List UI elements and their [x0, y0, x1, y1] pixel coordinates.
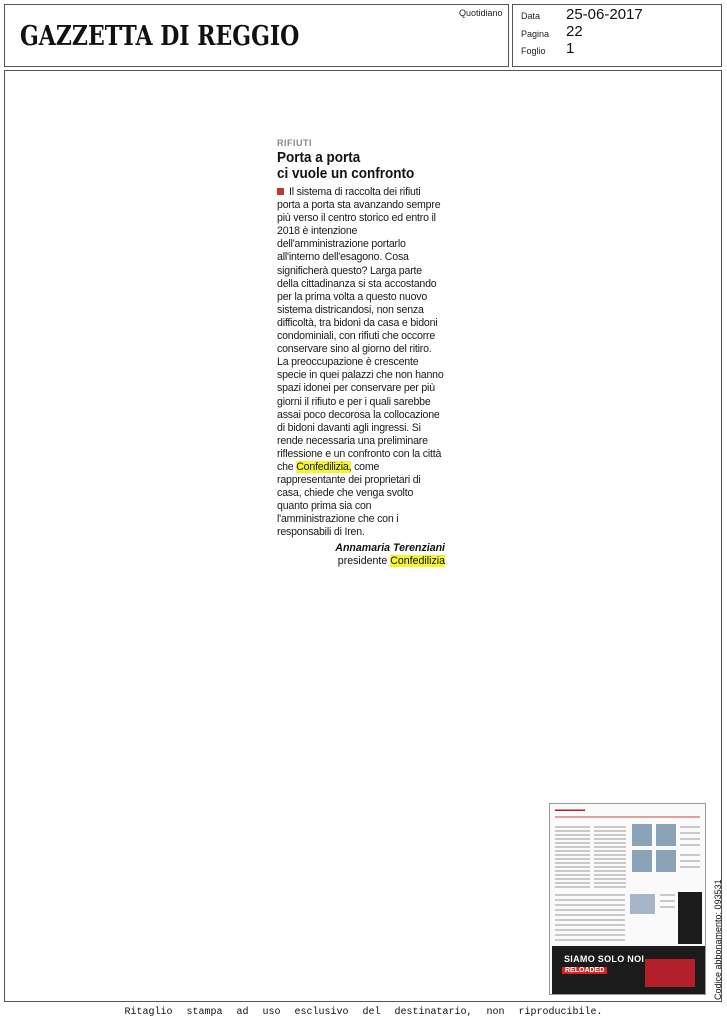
signature-org: Confedilizia: [390, 554, 445, 567]
thumbnail-ad-title: SIAMO SOLO NOI: [564, 954, 645, 964]
article-headline: [277, 150, 448, 182]
page-thumbnail: [549, 803, 706, 995]
body-text-end: come rappresentante dei proprietari di casa, chiede che venga svolto quanto prima sia con l'amministrazione che con i responsabili di Iren.: [277, 460, 421, 539]
sheet-label: Foglio: [521, 46, 546, 56]
article-kicker: RIFIUTI: [277, 138, 312, 148]
signature-role-line: [277, 555, 445, 568]
reproduction-notice: Ritaglio stampa ad uso esclusivo del destinatario, non riproducibile.: [124, 1007, 603, 1018]
article: [277, 138, 445, 568]
page-label: Pagina: [521, 29, 550, 39]
publication-type: Quotidiano: [459, 8, 503, 18]
sheet-value: 1: [566, 40, 575, 57]
thumbnail-ad-subtitle: RELOADED: [562, 967, 607, 974]
signature-name: Annamaria Terenziani: [335, 541, 445, 554]
article-signature: [277, 542, 445, 568]
bullet-square-icon: [277, 188, 284, 195]
thumbnail-header-icon: ▬▬▬▬▬▬: [555, 807, 585, 813]
newspaper-masthead: GAZZETTA DI REGGIO: [20, 20, 300, 53]
date-label: Data: [521, 11, 541, 21]
headline-line-2: ci vuole un confronto: [277, 165, 415, 182]
article-body: [277, 186, 445, 540]
subscription-code: Codice abbonamento: 093531: [713, 879, 723, 1000]
headline-line-1: Porta a porta: [277, 149, 361, 166]
highlighted-term: Confedilizia,: [296, 460, 352, 473]
date-value: 25-06-2017: [566, 6, 643, 23]
page-value: 22: [566, 23, 583, 40]
body-text-start: Il sistema di raccolta dei rifiuti porta a porta sta avanzando sempre più verso il centro storico ed entro il 2018 è intenzione dell'amministrazione portarlo all'interno dell'esagono. Cosa significherà questo? Larga parte della cittadinanza si sta accostando per la prima volta a questo nuovo sistema districandosi, non senza difficoltà, tra bidoni da casa e bidoni condominiali, con rifiuti che occorre conservare sino al giorno del ritiro. La preoccupazione è crescente specie in quei palazzi che non hanno spazi idonei per conservare per più giorni il rifiuto e per i quali sarebbe assai poco decorosa la collocazione di bidoni davanti agli ingressi. Si rende necessaria una preliminare riflessione e un confronto con la città che: [277, 186, 444, 473]
signature-role: presidente: [337, 554, 388, 567]
